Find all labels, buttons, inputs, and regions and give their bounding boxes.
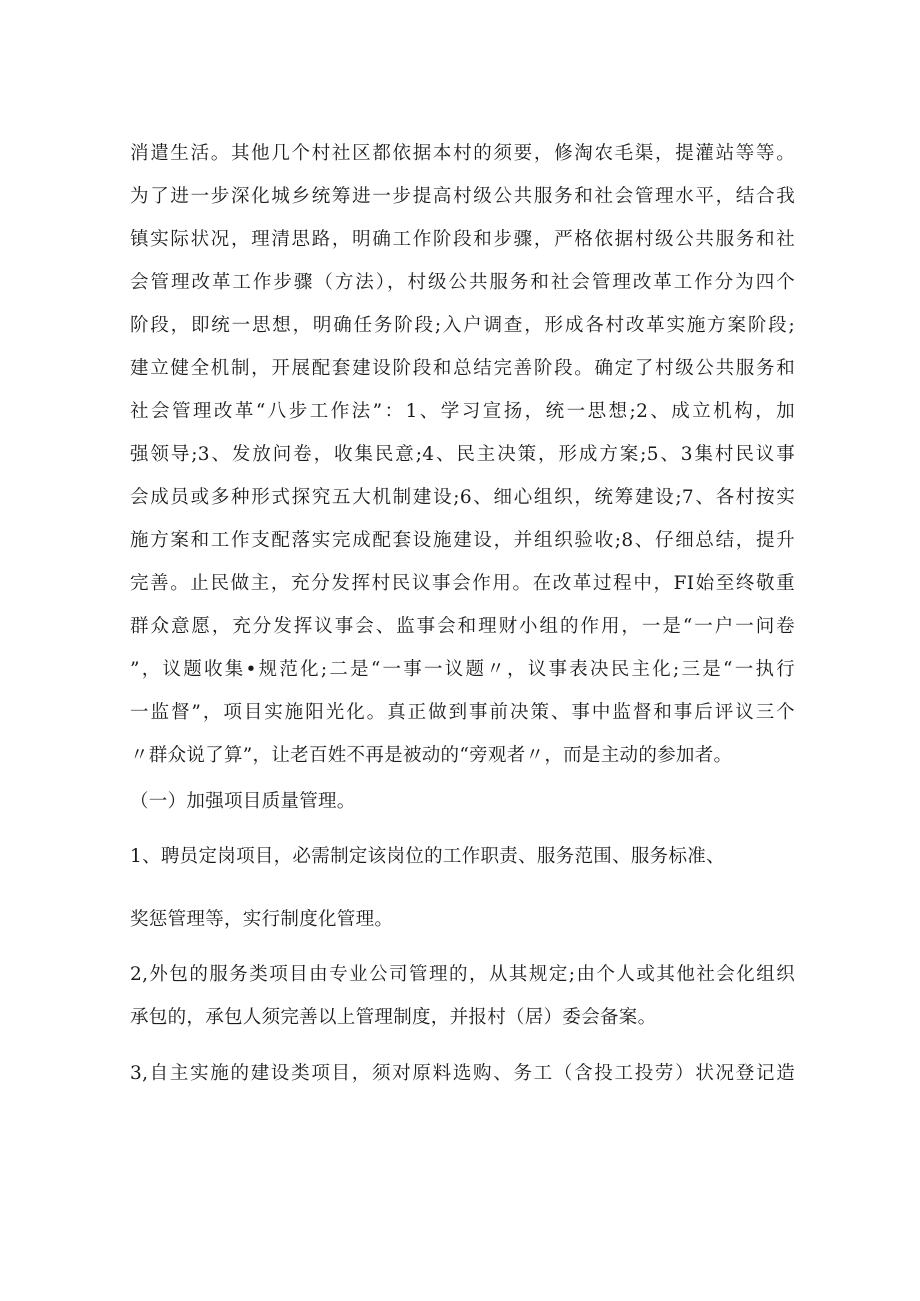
paragraph-line: 〃群众说了算”，让老百姓不再是被动的“旁观者〃，而是主动的参加者。 (130, 745, 733, 766)
paragraph-line: 为了进一步深化城乡统筹进一步提高村级公共服务和社会管理水平，结合我 (130, 186, 795, 207)
list-item-1-continued: 奖惩管理等，实行制度化管理。 (130, 909, 394, 930)
paragraph-line: 会管理改革工作步骤（方法），村级公共服务和社会管理改革工作分为四个 (130, 272, 795, 293)
paragraph-line: 完善。止民做主，充分发挥村民议事会作用。在改革过程中，FI始至终敬重 (130, 573, 795, 594)
paragraph-line: 镇实际状况，理清思路，明确工作阶段和步骤，严格依据村级公共服务和社 (130, 229, 795, 250)
list-item-2: 2,外包的服务类项目由专业公司管理的，从其规定;由个人或其他社会化组织 (130, 964, 795, 985)
paragraph-line: 阶段，即统一思想，明确任务阶段;入户调查，形成各村改革实施方案阶段; (130, 315, 795, 336)
paragraph-line: 建立健全机制，开展配套建设阶段和总结完善阶段。确定了村级公共服务和 (130, 358, 795, 379)
paragraph-line: 社会管理改革“八步工作法”：1、学习宣扬，统一思想;2、成立机构，加 (130, 401, 795, 422)
paragraph-line: ”，议题收集•规范化;二是“一事一议题〃，议事表决民主化;三是“一执行 (130, 659, 795, 680)
section-heading: （一）加强项目质量管理。 (130, 791, 356, 812)
paragraph-line: 强领导;3、发放问卷，收集民意;4、民主决策，形成方案;5、3集村民议事 (130, 444, 795, 465)
paragraph-line: 施方案和工作支配落实完成配套设施建设，并组织验收;8、仔细总结，提升 (130, 530, 795, 551)
list-item-2-continued: 承包的，承包人须完善以上管理制度，并报村（居）委会备案。 (130, 1007, 657, 1028)
paragraph-line: 会成员或多种形式探究五大机制建设;6、细心组织，统筹建设;7、各村按实 (130, 487, 795, 508)
paragraph-line: 群众意愿，充分发挥议事会、监事会和理财小组的作用，一是“一户一问卷 (130, 616, 795, 637)
list-item-1: 1、聘员定岗项目，必需制定该岗位的工作职责、服务范围、服务标准、 (130, 846, 725, 867)
paragraph-line: 一监督”，项目实施阳光化。真正做到事前决策、事中监督和事后评议三个 (130, 702, 795, 723)
list-item-3: 3,自主实施的建设类项目，须对原料选购、务工（含投工投劳）状况登记造 (130, 1063, 795, 1084)
paragraph-line: 消遣生活。其他几个村社区都依据本村的须要，修淘农毛渠，提灌站等等。 (130, 143, 795, 164)
